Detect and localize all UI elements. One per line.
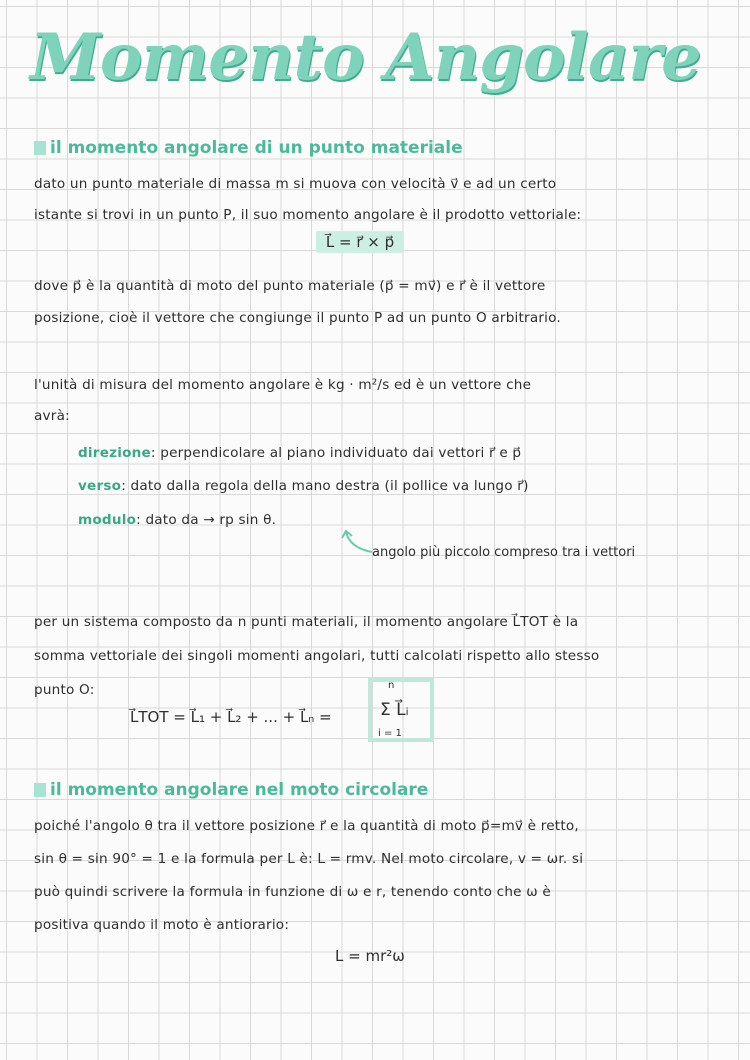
text-line: avrà: xyxy=(34,408,70,424)
text-line: dato un punto materiale di massa m si muova con velocità v⃗ e ad un certo xyxy=(34,176,557,192)
property-label: modulo xyxy=(78,512,137,528)
text-line: istante si trovi in un punto P, il suo momento angolare è il prodotto vettoriale: xyxy=(34,207,582,223)
property-text: dato dalla regola della mano destra (il pollice va lungo r⃗) xyxy=(130,478,529,494)
text-line: l'unità di misura del momento angolare è kg · m²/s ed è un vettore che xyxy=(34,377,532,393)
text-line: posizione, cioè il vettore che congiunge il punto P ad un punto O arbitrario. xyxy=(34,310,561,326)
sum-lower-limit: i = 1 xyxy=(378,728,402,739)
section-heading-text: il momento angolare di un punto materiale xyxy=(50,138,463,158)
section-heading-point xyxy=(34,138,463,158)
text-line: positiva quando il moto è antiorario: xyxy=(34,917,290,933)
text-line: può quindi scrivere la formula in funzione di ω e r, tenendo conto che ω è xyxy=(34,884,551,900)
property-direction xyxy=(78,445,521,461)
formula-angular-momentum xyxy=(260,233,460,251)
text-line: sin θ = sin 90° = 1 e la formula per L è: L = rmv. Nel moto circolare, v = ωr. si xyxy=(34,851,584,867)
property-text: dato da → rp sin θ. xyxy=(145,512,277,528)
formula-circular: L = mr²ω xyxy=(335,947,405,965)
property-colon: : xyxy=(150,445,161,461)
property-label: direzione xyxy=(78,445,151,461)
property-verse xyxy=(78,478,529,494)
page-title: Momento Angolare xyxy=(30,20,701,95)
formula-total-momentum: L⃗TOT = L⃗₁ + L⃗₂ + ... + L⃗ₙ = xyxy=(130,708,332,726)
property-text: perpendicolare al piano individuato dai vettori r⃗ e p⃗ xyxy=(160,445,522,461)
text-line: somma vettoriale dei singoli momenti angolari, tutti calcolati rispetto allo stesso xyxy=(34,648,600,664)
text-line: punto O: xyxy=(34,682,95,698)
heading-bullet-icon xyxy=(34,141,46,155)
sum-symbol: Σ L⃗ᵢ xyxy=(380,700,409,720)
property-modulus xyxy=(78,512,276,528)
angle-note: angolo più piccolo compreso tra i vettori xyxy=(372,545,636,560)
heading-bullet-icon xyxy=(34,783,46,797)
property-label: verso xyxy=(78,478,122,494)
text-line: per un sistema composto da n punti materiali, il momento angolare L⃗TOT è la xyxy=(34,614,579,630)
section-heading-text: il momento angolare nel moto circolare xyxy=(50,780,429,800)
section-heading-circular xyxy=(34,780,428,800)
text-line: dove p⃗ è la quantità di moto del punto materiale (p⃗ = mv⃗) e r⃗ è il vettore xyxy=(34,278,546,294)
property-colon: : xyxy=(121,478,131,494)
property-colon: : xyxy=(136,512,146,528)
formula-highlight: L⃗ = r⃗ × p⃗ xyxy=(316,231,404,253)
sum-upper-limit: n xyxy=(388,680,395,691)
text-line: poiché l'angolo θ tra il vettore posizione r⃗ e la quantità di moto p⃗=mv⃗ è retto, xyxy=(34,818,579,834)
